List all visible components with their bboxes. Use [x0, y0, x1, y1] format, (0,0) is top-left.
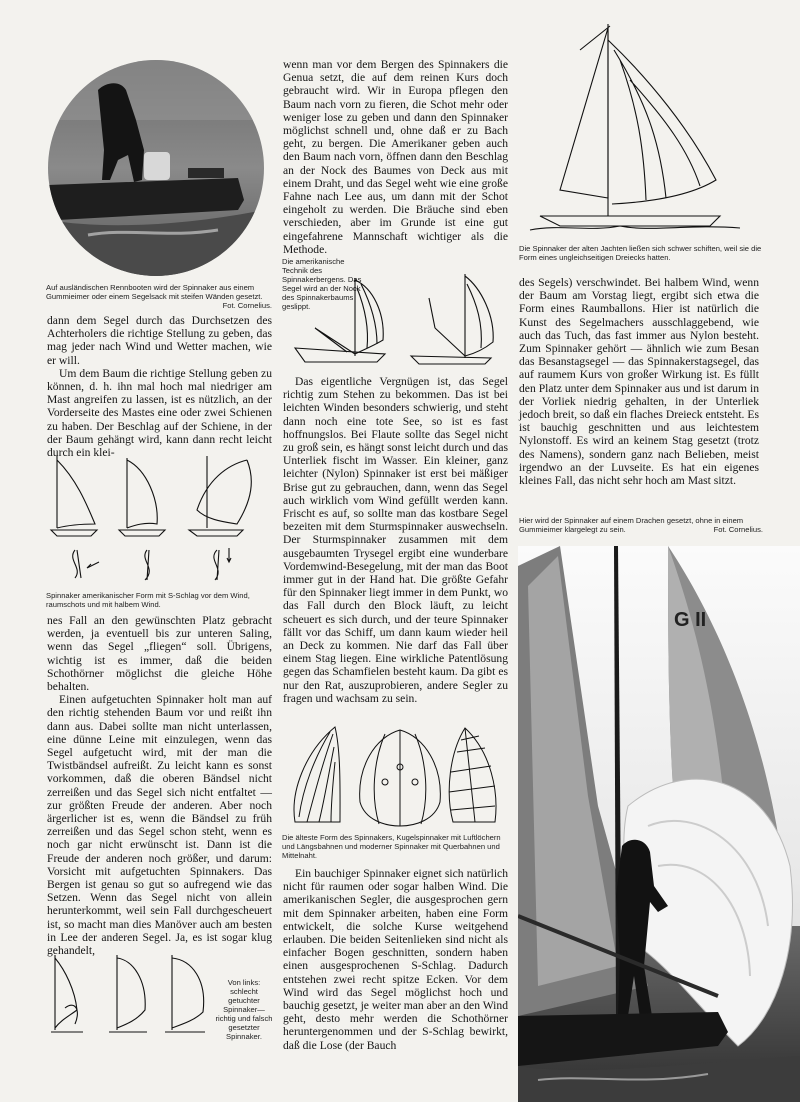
column-3-text: [519, 276, 759, 487]
caption-old-yachts: [519, 244, 765, 262]
figure-spinnaker-forms: [285, 722, 510, 832]
caption-text: Von links: schlecht getuchter Spinnaker— richtig und falsch gesetzter Spinnaker.: [215, 978, 273, 1041]
column-1-upper: [47, 314, 272, 459]
caption-text: Auf ausländischen Rennbooten wird der Spinnaker aus einem Gummieimer oder einem Segelsack mit steifen Wänden gesetzt.: [46, 283, 263, 301]
caption-von-links: [214, 978, 274, 1041]
caption-text: Die älteste Form des Spinnakers, Kugelspinnaker mit Luftlöchern und Längsbahnen und moderner Spinnaker mit Querbahnen und Mittelnaht.: [282, 833, 501, 860]
caption-text: Die amerikanische Technik des Spinnakerbergens. Das Segel wird an der Nock des Spinnakerbaums geslippt.: [282, 257, 362, 311]
paragraph: des Segels) verschwindet. Bei halbem Wind, wenn der Baum am Vorstag liegt, ergibt sich etwa die Form eines Raumballons. Hier ist natürlich die Kunst des Segelmachers ausschlaggebend, wie auch das Tuch, das fast immer aus Nylon besteht. Zum Spinnaker gehört — ähnlich wie zum Besan das Besanstagsegel — das Spinnakerstagsegel, das auf raumem Kurs von großer Wirkung ist. Es füllt den Platz unter dem Spinnaker aus und ist darum in der Vorliek niedrig gehalten, in der Unterliek jedoch breit, so daß ein flaches Dreieck entsteht. Es ist bauchig geschnitten und aus leichtestem Nylonstoff. Es wird an keinem Stag gesetzt (trotz des Namens), sondern ganz nach Belieben, meist irgendwo an der Luvseite. Es hat ein eigenes kleines Fall, das nicht sehr hoch am Mast sitzt.: [519, 276, 759, 488]
caption-circle-photo: [46, 283, 272, 310]
paragraph: Das eigentliche Vergnügen ist, das Segel richtig zum Stehen zu bekommen. Das ist bei leichten Winden besonders schwierig, und steht dann noch eine tote See, so ist es fast hoffnungslos. Bei Flaute sollte das Segel nicht zu groß sein, es hängt sonst leicht durch und das Unterliek fischt im Wasser. Ein kleiner, ganz leichter (Nylon) Spinnaker ist erst bei mäßiger Brise gut zu gebrauchen, dann, wenn das Segel auch wirklich vom Wind gefüllt werden kann. Frischt es auf, so sollte man das kostbare Segel bezeiten mit dem Sturmspinnaker auswechseln. Der Sturmspinnaker zusammen mit dem ausgebaumten Trysegel ergibt eine wunderbare Vordemwind-Besegelung, mit der man das Boot immer gut in der Hand hat. Die größte Gefahr für den Spinnaker liegt immer in dem Punkt, wo das Fall durch den Block läuft, zu leicht scheuert es sich durch, und der teure Spinnaker fällt vor das Schiff, um dann kaum wieder heil an Deck zu kommen. Nie darf das Fall über einem Stag liegen. Eine wirkliche Patentlösung gegen das Schamfielen besteht kaum. Da gibt es nur den Rat, auszuprobieren, andere Segler zu fragen und wachsam zu sein.: [283, 375, 508, 705]
caption-s-schlag: [46, 591, 272, 609]
paragraph: nes Fall an den gewünschten Platz gebracht werden, ja eventuell bis zur unteren Saling, wenn das Segel „fliegen“ soll. Übrigens, wichtig ist es immer, daß die beiden Schothörner möglichst die gleiche Höhe behalten.: [47, 614, 272, 694]
column-2-lower: [283, 867, 508, 1052]
figure-spinnaker-bergen: [285, 268, 510, 368]
sail-number: G II: [674, 609, 707, 631]
paragraph: wenn man vor dem Bergen des Spinnakers die Genua setzt, die auf dem reinen Kurs doch gebraucht wird. Wir in Europa pflegen den Baum nach vorn zu fieren, die Schot mehr oder weniger lose zu geben und dann den Spinnaker möglichst schnell und, ohne daß er zu Bach geht, zu bergen. Die Amerikaner geben auch den Baum nach vorn, öffnen dann den Beschlag an der Nock des Baumes von Deck aus mit einem Draht, und das Segel weht wie eine große Fahne nach Lee aus, um dann mit der Schot eingeholt zu werden. Die Bräuche sind eben verschieden, aber im Grunde ist eine gut eingefahrene Mannschaft wichtiger als die Methode.: [283, 58, 508, 256]
photo-credit: Fot. Cornelius.: [222, 301, 272, 310]
caption-forms: [282, 833, 508, 860]
column-1-lower: [47, 614, 272, 957]
figure-spinnaker-correct-incorrect: [47, 950, 217, 1045]
column-2-upper: [283, 58, 508, 256]
photo-spinnaker-drachen: [518, 546, 800, 1102]
column-2-middle: [283, 375, 508, 705]
circle-photo-spinnaker-bucket: [48, 60, 264, 276]
caption-text: Spinnaker amerikanischer Form mit S-Schlag vor dem Wind, raumschots und mit halbem Wind.: [46, 591, 250, 609]
paragraph: dann dem Segel durch das Durchsetzen des Achterholers die richtige Stellung zu geben, das mag jeder nach Wind und Wetter machen, wie er will.: [47, 314, 272, 367]
figure-old-yacht: [520, 20, 760, 235]
figure-s-schlag-spinnakers: [47, 450, 272, 590]
caption-drachen: [519, 516, 763, 534]
caption-text: Die Spinnaker der alten Jachten ließen sich schwer schiften, weil sie die Form eines ungleichseitigen Dreiecks hatten.: [519, 244, 762, 262]
photo-credit: Fot. Cornelius.: [713, 525, 763, 534]
paragraph: Ein bauchiger Spinnaker eignet sich natürlich nicht für raumen oder sogar halben Wind. Die amerikanischen Segler, die ausgesprochen gern mit dem Spinnaker arbeiten, haben eine Form entwickelt, die solche Kurse weitgehend erlauben. Die beiden Seitenlieken sind nicht als einfacher Bogen geschnitten, sondern haben einen ausgesprochenen S-Schlag. Dadurch entstehen zwei recht spitze Ecken. Vor dem Wind wird das Segel möglichst hoch und bauchig gesetzt, je weiter man aber an den Wind geht, desto mehr werden die Schothörner heruntergenommen und der S-Schlag bewirkt, daß die Lose (der Bauch: [283, 867, 508, 1052]
paragraph: Um dem Baum die richtige Stellung geben zu können, d. h. ihn mal hoch mal niedriger am Mast angreifen zu lassen, ist es nützlich, an der Vorderseite des Mastes eine oder zwei Schienen zu haben. Der Beschlag auf der Schiene, in der der Baum gehängt wird, kann dann recht leicht durch ein klei-: [47, 366, 272, 460]
paragraph: Einen aufgetuchten Spinnaker holt man auf den richtig stehenden Baum vor und reißt ihn dann aus. Dabei sollte man nicht unterlassen, eine dünne Leine mit einzulegen, wenn das Segel aufgetucht wird, mit der man die Twistbändsel aufreißt. Zu leicht kann es sonst vorkommen, daß die oberen Bändsel nicht zerreißen und das Segel sich nicht entfaltet — zur größten Freude der anderen. Aber noch ärgerlicher ist es, wenn die Bändsel zu früh zerreißen und das Segel schon steht, wenn es noch gar nicht erwünscht ist. Dann ist die Freude der anderen noch größer, und darum: Vorsicht mit aufgetuchten Spinnakers. Das Bergen ist genau so gut so aufregend wie das Setzen. Wenn das Segel nicht von allein herunterkommt, weil sein Fall durchgescheuert ist, so macht man dies Manöver auch am besten in Lee der anderen Segel. Ja, es ist sogar klug gehandelt,: [47, 693, 272, 958]
caption-text: Hier wird der Spinnaker auf einem Drachen gesetzt, ohne in einem Gummieimer klargelegt zu sein.: [519, 516, 744, 534]
